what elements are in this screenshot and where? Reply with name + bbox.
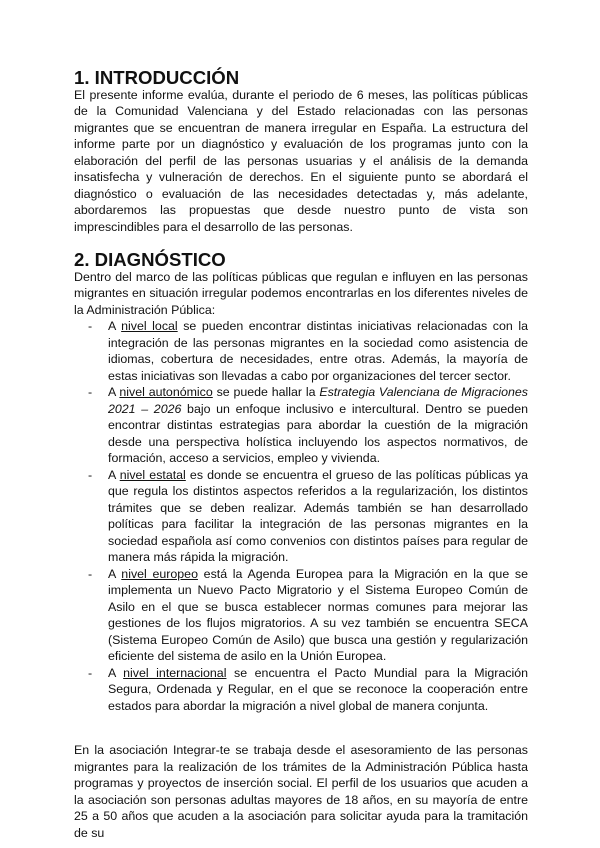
list-dash: - — [88, 566, 93, 581]
item-text: se encuentra el Pacto Mundial para la Migración Segura, Ordenada y Regular, en el que se reconoce la cooperación entre estados para abordar la migración a nivel global de manera conjunta. — [108, 665, 528, 713]
list-item-estatal — [74, 467, 528, 566]
section-1-heading: 1. INTRODUCCIÓN — [74, 67, 240, 88]
keyword-nivel-estatal: nivel estatal — [119, 467, 186, 482]
list-item-internacional — [74, 665, 528, 715]
item-text: se pueden encontrar distintas iniciativas relacionadas con la integración de las personas migrantes en la sociedad como asistencia de idiomas, cobertura de necesidades, entre otras. Además, la mayoría de estas iniciativas son llevadas a cabo por organizaciones del tercer sector. — [108, 319, 528, 383]
item-prefix: A — [108, 385, 120, 399]
keyword-nivel-local: nivel local — [121, 319, 178, 333]
list-item-autonomico — [74, 384, 528, 467]
item-text: está la Agenda Europea para la Migración en la que se implementa un Nuevo Pacto Migratorio y el Sistema Europeo Común de Asilo en el que se busca establecer normas comunes para mejorar las gestiones de los flujos migratorios. A su vez también se encuentra SECA (Sistema Europeo Común de Asilo) que busca una gestión y regularización eficiente del sistema de asilo en la Unión Europea. — [108, 566, 529, 663]
item-prefix: A — [108, 566, 122, 581]
list-dash: - — [88, 665, 93, 680]
item-text-before-italic: se puede hallar la — [212, 385, 320, 399]
list-dash: - — [88, 467, 93, 482]
item-prefix: A — [108, 665, 124, 680]
item-prefix: A — [108, 467, 120, 482]
section-2-intro: Dentro del marco de las políticas públicas que regulan e influyen en las personas migrantes en situación irregular podemos encontrarlas en los diferentes niveles de la Administración Pública: — [74, 269, 528, 317]
list-item-local — [74, 318, 528, 384]
item-text: es donde se encuentra el grueso de las políticas públicas ya que regula los distintos aspectos referidos a la regularización, los distintos trámites que se deben realizar. Además también se han desarrollado políticas para facilitar la integración de las personas migrantes en la sociedad española así como convenios con distintos países para regular de manera más rápida la migración. — [108, 467, 528, 564]
section-2-paragraph-2: En la asociación Integrar-te se trabaja desde el asesoramiento de las personas migrantes para la realización de los trámites de la Administración Pública hasta programas y proyectos de inserción social. El perfil de los usuarios que acuden a la asociación son personas adultas mayores de 18 años, en su mayoría de entre 25 a 50 años que acuden a la asociación para solicitar ayuda para la tramitación de su — [74, 743, 528, 840]
strategy-title: Estrategia Valenciana de Migraciones 2021 – 2026 — [108, 385, 528, 416]
administration-levels-list — [74, 318, 528, 714]
document-body — [74, 67, 529, 841]
item-prefix: A — [108, 319, 122, 333]
keyword-nivel-internacional: nivel internacional — [123, 665, 227, 680]
section-2-heading: 2. DIAGNÓSTICO — [74, 249, 226, 270]
list-dash: - — [88, 385, 93, 399]
item-text: bajo un enfoque inclusivo e intercultural. Dentro se pueden encontrar distintas estrategias para abordar la cuestión de la migración desde una perspectiva holística incluyendo los aspectos normativos, de formación, acceso a servicios, empleo y vivienda. — [108, 401, 528, 465]
keyword-nivel-autonomico: nivel autonómico — [119, 385, 213, 399]
list-dash: - — [88, 319, 93, 333]
list-item-europeo — [74, 566, 528, 665]
section-1-paragraph: El presente informe evalúa, durante el periodo de 6 meses, las políticas públicas de la Comunidad Valenciana y del Estado relacionadas con las personas migrantes que se encuentran de manera irregular en España. La estructura del informe parte por un diagnóstico y evaluación de los programas junto con la elaboración del perfil de las personas usuarias y el análisis de la demanda insatisfecha y vulneración de derechos. En el siguiente punto se abordará el diagnóstico o evaluación de las necesidades detectadas y, más adelante, abordaremos las propuestas que desde nuestro punto de vista son imprescindibles para el desarrollo de las personas. — [74, 87, 528, 234]
keyword-nivel-europeo: nivel europeo — [121, 566, 198, 581]
